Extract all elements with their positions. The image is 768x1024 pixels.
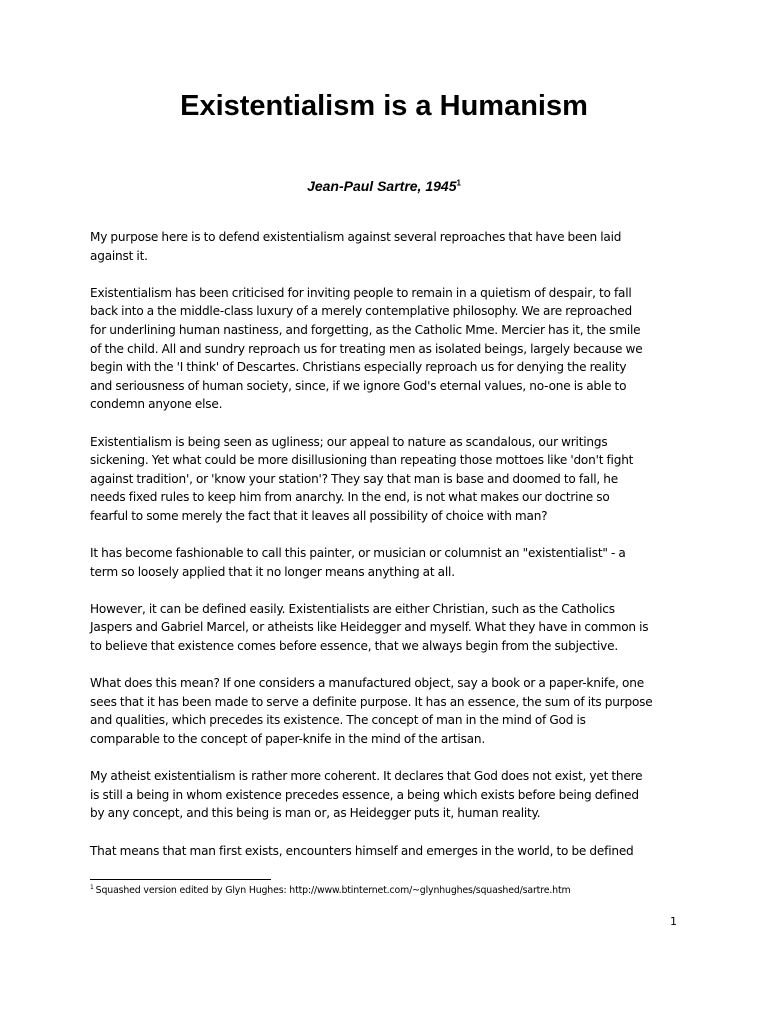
- page-title: Existentialism is a Humanism: [180, 90, 588, 122]
- paragraph-4: It has become fashionable to call this painter, or musician or columnist an "existentialist" - a term so loosely applied that it no longer means anything at all.: [90, 546, 626, 579]
- footnote-divider: [90, 879, 271, 880]
- author-line: [0, 176, 768, 196]
- page-number: 1: [670, 915, 677, 928]
- footnote-marker: 1: [90, 883, 94, 891]
- footnote-reference: 1: [456, 178, 461, 188]
- footnote: [90, 884, 690, 898]
- paragraph-5: However, it can be defined easily. Existentialists are either Christian, such as the Catholics Jaspers and Gabriel Marcel, or atheists like Heidegger and myself. What they have in common is to believe that existence comes before essence, that we always begin from the subjective.: [90, 601, 649, 654]
- paragraph-7: My atheist existentialism is rather more coherent. It declares that God does not exist, yet there is still a being in whom existence precedes essence, a being which exists before being defined by any concept, and this being is man or, as Heidegger puts it, human reality.: [90, 769, 643, 821]
- paragraph-3: Existentialism is being seen as ugliness; our appeal to nature as scandalous, our writings sickening. Yet what could be more disillusioning than repeating those mottoes like 'don't fight against tradition', or 'know your station'? They say that man is base and doomed to fall, he needs fixed rules to keep him from anarchy. In the end, is not what makes our doctrine so fearful to some merely the fact that it leaves all possibility of choice with man?: [90, 434, 634, 523]
- author-name: Jean-Paul Sartre, 1945: [307, 178, 457, 194]
- body-text: [90, 228, 690, 879]
- paragraph-8: That means that man first exists, encounters himself and emerges in the world, to be defined: [90, 843, 634, 858]
- footnote-text: Squashed version edited by Glyn Hughes: http://www.btinternet.com/~glynhughes/squashed/sartre.htm: [95, 885, 571, 896]
- paragraph-2: Existentialism has been criticised for inviting people to remain in a quietism of despair, to fall back into a the middle-class luxury of a merely contemplative philosophy. We are reproached for underlining human nastiness, and forgetting, as the Catholic Mme. Mercier has it, the smile of the child. All and sundry reproach us for treating men as isolated beings, largely because we begin with the 'I think' of Descartes. Christians especially reproach us for denying the reality and seriousness of human society, since, if we ignore God's eternal values, no-one is able to condemn anyone else.: [90, 285, 643, 412]
- paragraph-1: My purpose here is to defend existentialism against several reproaches that have been laid against it.: [90, 230, 622, 263]
- paragraph-6: What does this mean? If one considers a manufactured object, say a book or a paper-knife, one sees that it has been made to serve a definite purpose. It has an essence, the sum of its purpose and qualities, which precedes its existence. The concept of man in the mind of God is comparable to the concept of paper-knife in the mind of the artisan.: [90, 676, 653, 747]
